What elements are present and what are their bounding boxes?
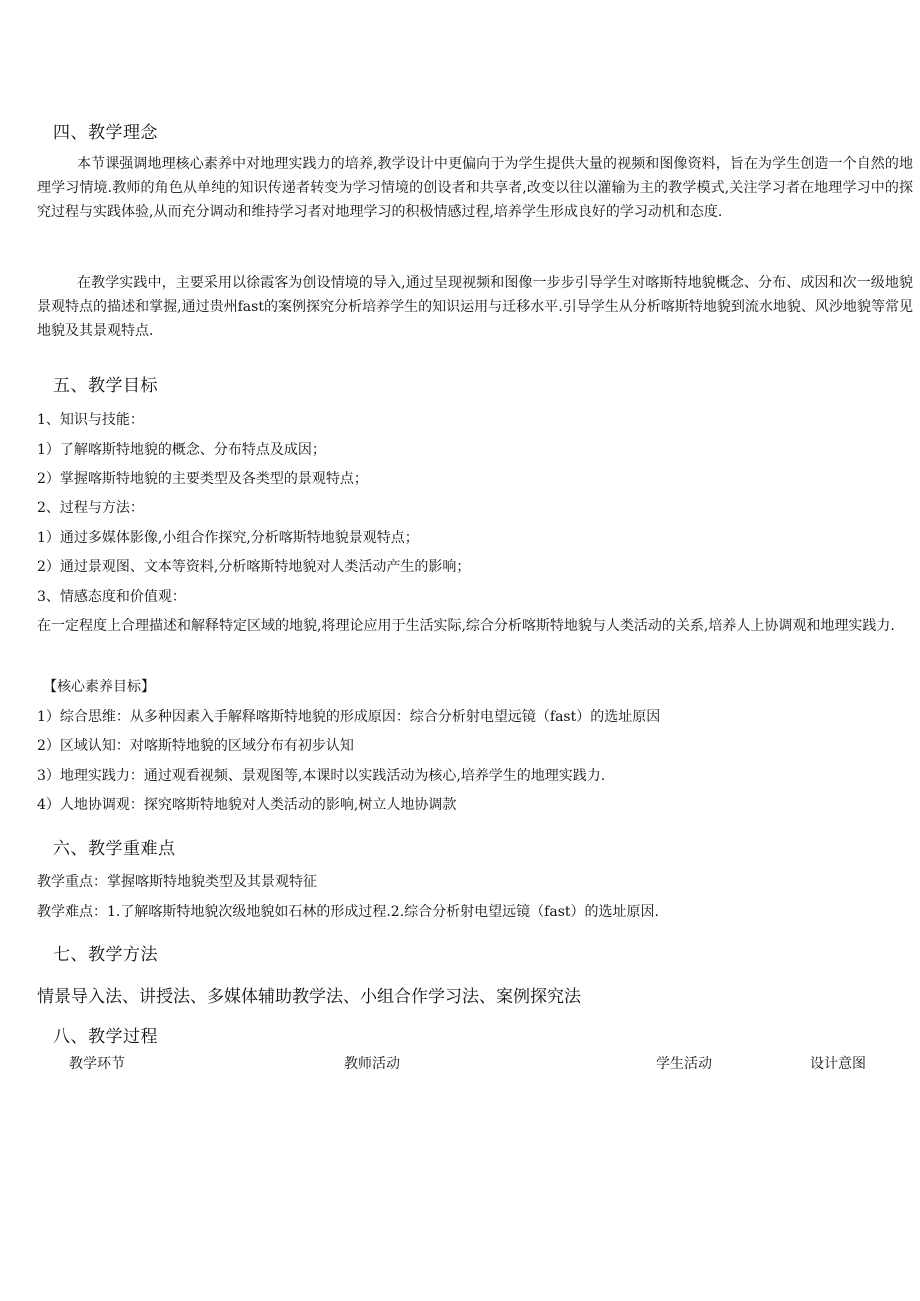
attitude-paragraph: 在一定程度上合理描述和解释特定区域的地貌,将理论应用于生活实际,综合分析喀斯特地貌与人类活动的关系,培养人上协调观和地理实践力. [37,618,895,634]
section-4-heading: 四、教学理念 [53,123,158,143]
section-4-paragraph-2: 在教学实践中，主要采用以徐霞客为创设情境的导入,通过呈现视频和图像一步步引导学生对喀斯特地貌概念、分布、成因和次一级地貌景观特点的描述和掌握,通过贵州fast的案例探究分析培养学生的知识运用与迁移水平.引导学生从分析喀斯特地貌到流水地貌、风沙地貌等常见地貌及其景观特点. [37,275,913,339]
objective-line: 1）通过多媒体影像,小组合作探究,分析喀斯特地貌景观特点； [37,530,419,546]
objective-line: 3、情感态度和价值观： [37,589,186,605]
core-literacy-item: 4）人地协调观：探究喀斯特地貌对人类活动的影响,树立人地协调款 [37,797,457,813]
section-8-heading: 八、教学过程 [53,1027,158,1047]
column-header-teacher-activity: 教师活动 [344,1056,400,1072]
objective-line: 1）了解喀斯特地貌的概念、分布特点及成因； [37,442,326,458]
column-header-design-intent: 设计意图 [810,1056,866,1072]
section-4-paragraph-1: 本节课强调地理核心素养中对地理实践力的培养,教学设计中更偏向于为学生提供大量的视频和图像资料，旨在为学生创造一个自然的地理学习情境.教师的角色从单纯的知识传递者转变为学习情境的创设者和共享者,改变以往以灌输为主的教学模式,关注学习者在地理学习中的探究过程与实践体验,从而充分调动和维持学习者对地理学习的积极情感过程,培养学生形成良好的学习动机和态度. [37,156,913,220]
core-literacy-item: 2）区域认知：对喀斯特地貌的区域分布有初步认知 [37,738,354,754]
column-header-stage: 教学环节 [69,1056,125,1072]
objective-line: 2、过程与方法： [37,500,144,516]
key-point: 教学重点：掌握喀斯特地貌类型及其景观特征 [37,874,317,890]
difficult-point: 教学难点：1.了解喀斯特地貌次级地貌如石林的形成过程.2.综合分析射电望远镜（fast）的选址原因. [37,904,659,920]
section-5-heading: 五、教学目标 [53,376,158,396]
column-header-student-activity: 学生活动 [656,1056,712,1072]
core-literacy-item: 3）地理实践力：通过观看视频、景观图等,本课时以实践活动为核心,培养学生的地理实践力. [37,768,606,784]
objective-line: 2）通过景观图、文本等资料,分析喀斯特地貌对人类活动产生的影响； [37,559,471,575]
core-literacy-title: 【核心素养目标】 [43,679,155,695]
objective-line: 1、知识与技能： [37,412,144,428]
core-literacy-item: 1）综合思维：从多种因素入手解释喀斯特地貌的形成原因：综合分析射电望远镜（fast）的选址原因 [37,709,661,725]
section-6-heading: 六、教学重难点 [53,839,176,859]
objective-line: 2）掌握喀斯特地貌的主要类型及各类型的景观特点； [37,471,368,487]
teaching-methods: 情景导入法、讲授法、多媒体辅助教学法、小组合作学习法、案例探究法 [37,987,581,1007]
section-7-heading: 七、教学方法 [53,945,158,965]
